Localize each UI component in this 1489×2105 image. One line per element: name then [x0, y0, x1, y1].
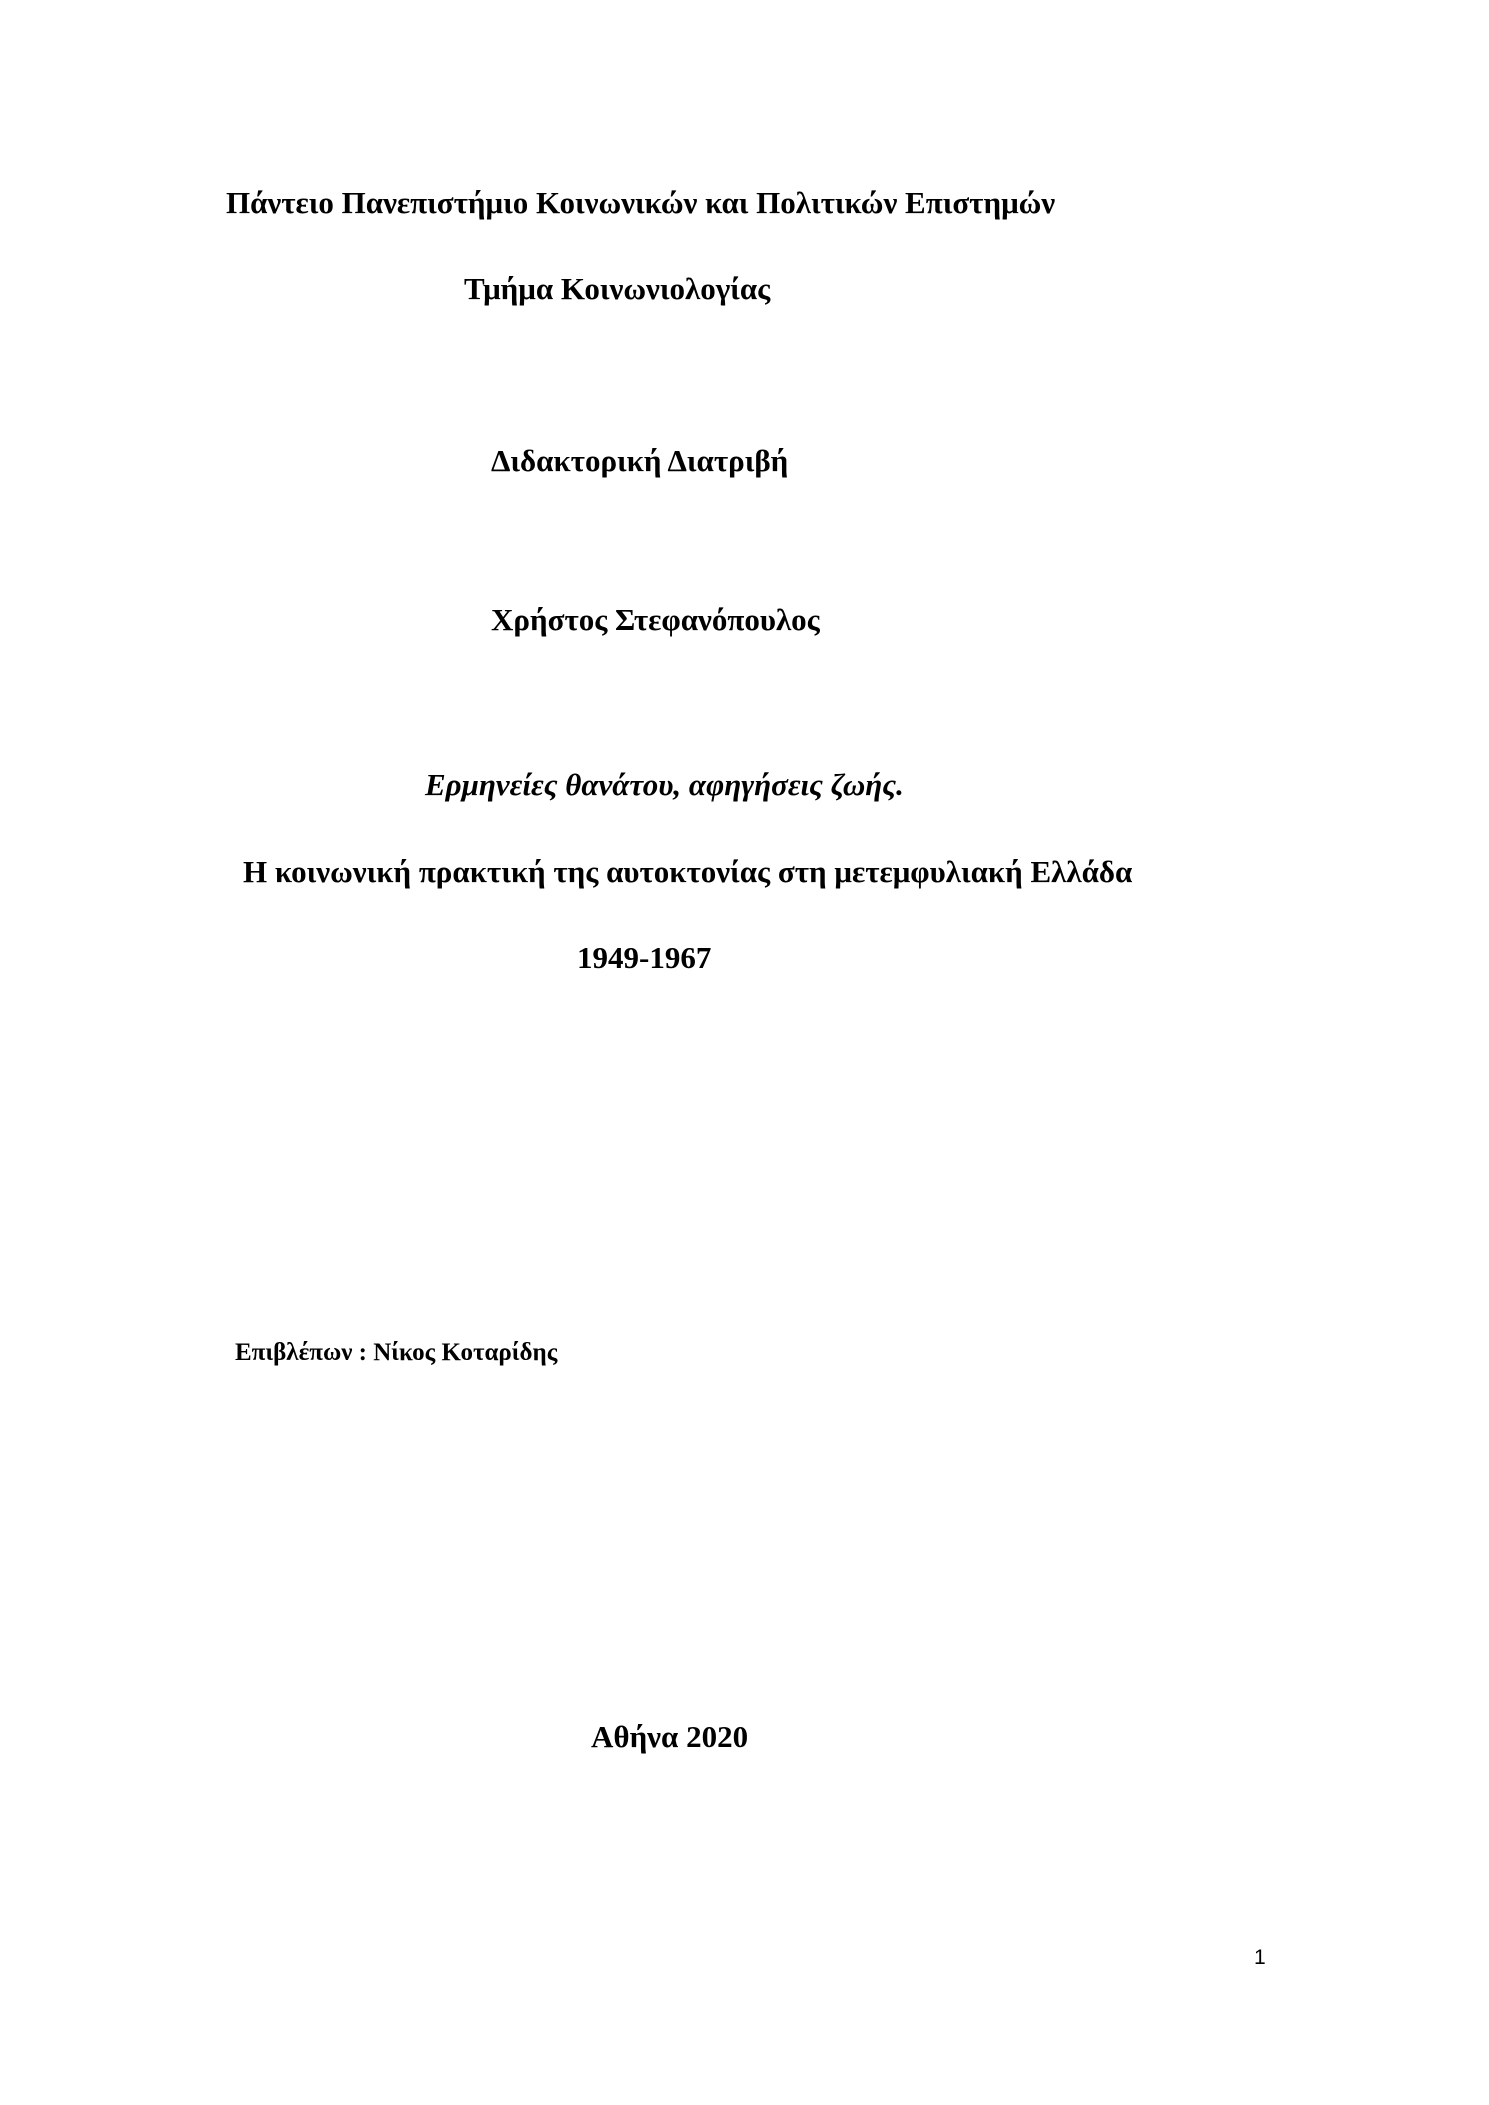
thesis-period: 1949-1967 — [577, 940, 712, 975]
place-and-year: Αθήνα 2020 — [591, 1719, 749, 1754]
supervisor: Επιβλέπων : Νίκος Κοταρίδης — [235, 1339, 558, 1366]
department-name: Τμήμα Κοινωνιολογίας — [464, 271, 771, 306]
university-name: Πάντειο Πανεπιστήμιο Κοινωνικών και Πολιτικών Επιστημών — [226, 185, 1056, 220]
author-name: Χρήστος Στεφανόπουλος — [491, 602, 820, 637]
document-type: Διδακτορική Διατριβή — [491, 443, 789, 478]
page-number: 1 — [1254, 1946, 1266, 1969]
thesis-title-line-2: Η κοινωνική πρακτική της αυτοκτονίας στη μετεμφυλιακή Ελλάδα — [243, 854, 1133, 889]
thesis-title-line-1: Ερμηνείες θανάτου, αφηγήσεις ζωής. — [425, 767, 904, 802]
